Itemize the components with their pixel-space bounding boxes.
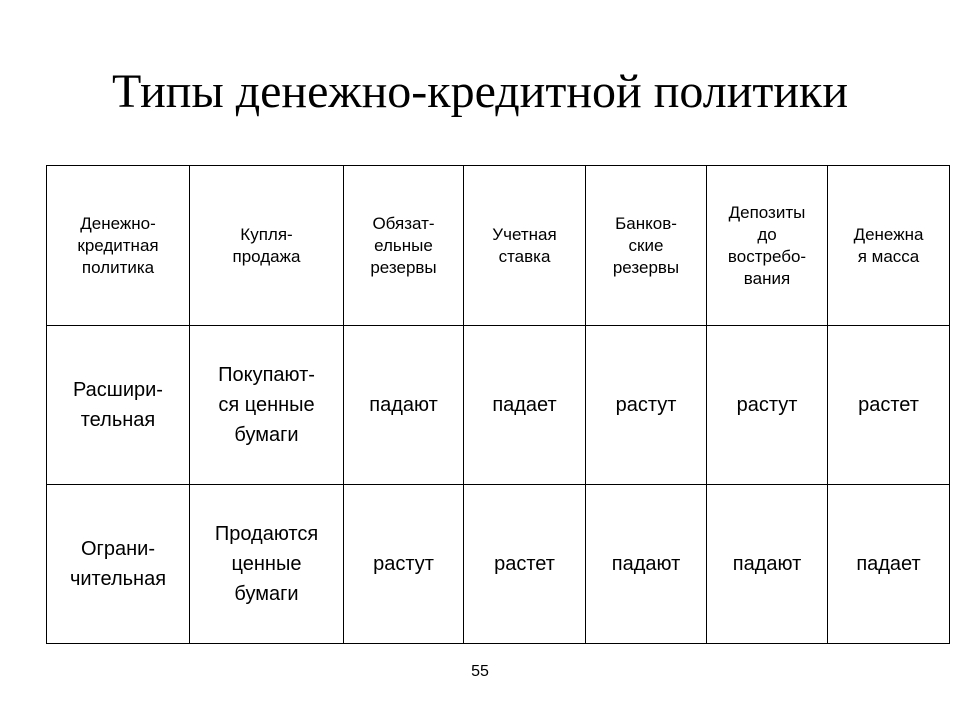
header-label: Купля- продажа [232, 224, 301, 266]
cell-text: падают [369, 394, 438, 416]
cell-text: Продаются ценные бумаги [214, 523, 319, 605]
table-header-row [47, 166, 950, 326]
cell-text: растет [494, 553, 555, 575]
header-label: Депозиты до востребо- вания [727, 202, 807, 288]
table-cell [586, 485, 707, 644]
table-row-restrictive [47, 485, 950, 644]
table-cell [707, 485, 828, 644]
cell-text: растут [736, 394, 798, 416]
header-cell-demand-deposits [707, 166, 828, 326]
table-cell [47, 485, 190, 644]
table-cell [190, 485, 344, 644]
table-cell [828, 485, 950, 644]
header-cell-policy [47, 166, 190, 326]
cell-text: Ограни- чительная [69, 538, 167, 590]
table-cell [828, 326, 950, 485]
table-cell [707, 326, 828, 485]
table-cell [464, 485, 586, 644]
slide-title: Типы денежно-кредитной политики [111, 65, 849, 118]
cell-text: растут [615, 394, 677, 416]
header-label: Обязат- ельные резервы [370, 213, 437, 277]
table-cell [586, 326, 707, 485]
cell-text: падают [611, 553, 681, 575]
cell-text: падает [856, 553, 921, 575]
table-cell [47, 326, 190, 485]
cell-text: растут [373, 553, 434, 575]
header-cell-discount-rate [464, 166, 586, 326]
page-number: 55 [471, 663, 489, 680]
cell-text: падает [492, 394, 557, 416]
cell-text: падают [732, 553, 802, 575]
table-row-expansionary [47, 326, 950, 485]
header-label: Учетная ставка [492, 224, 557, 266]
header-cell-bank-reserves [586, 166, 707, 326]
header-cell-required-reserves [344, 166, 464, 326]
header-cell-purchase-sale [190, 166, 344, 326]
header-label: Денежна я масса [853, 224, 924, 266]
header-label: Денежно- кредитная политика [77, 213, 159, 277]
table-cell [344, 326, 464, 485]
policy-table [46, 165, 950, 644]
header-label: Банков- ские резервы [612, 213, 680, 277]
cell-text: растет [858, 394, 919, 416]
header-cell-money-supply [828, 166, 950, 326]
table-cell [344, 485, 464, 644]
cell-text: Покупают- ся ценные бумаги [218, 364, 315, 446]
table-cell [190, 326, 344, 485]
table-cell [464, 326, 586, 485]
cell-text: Расшири- тельная [73, 379, 163, 431]
